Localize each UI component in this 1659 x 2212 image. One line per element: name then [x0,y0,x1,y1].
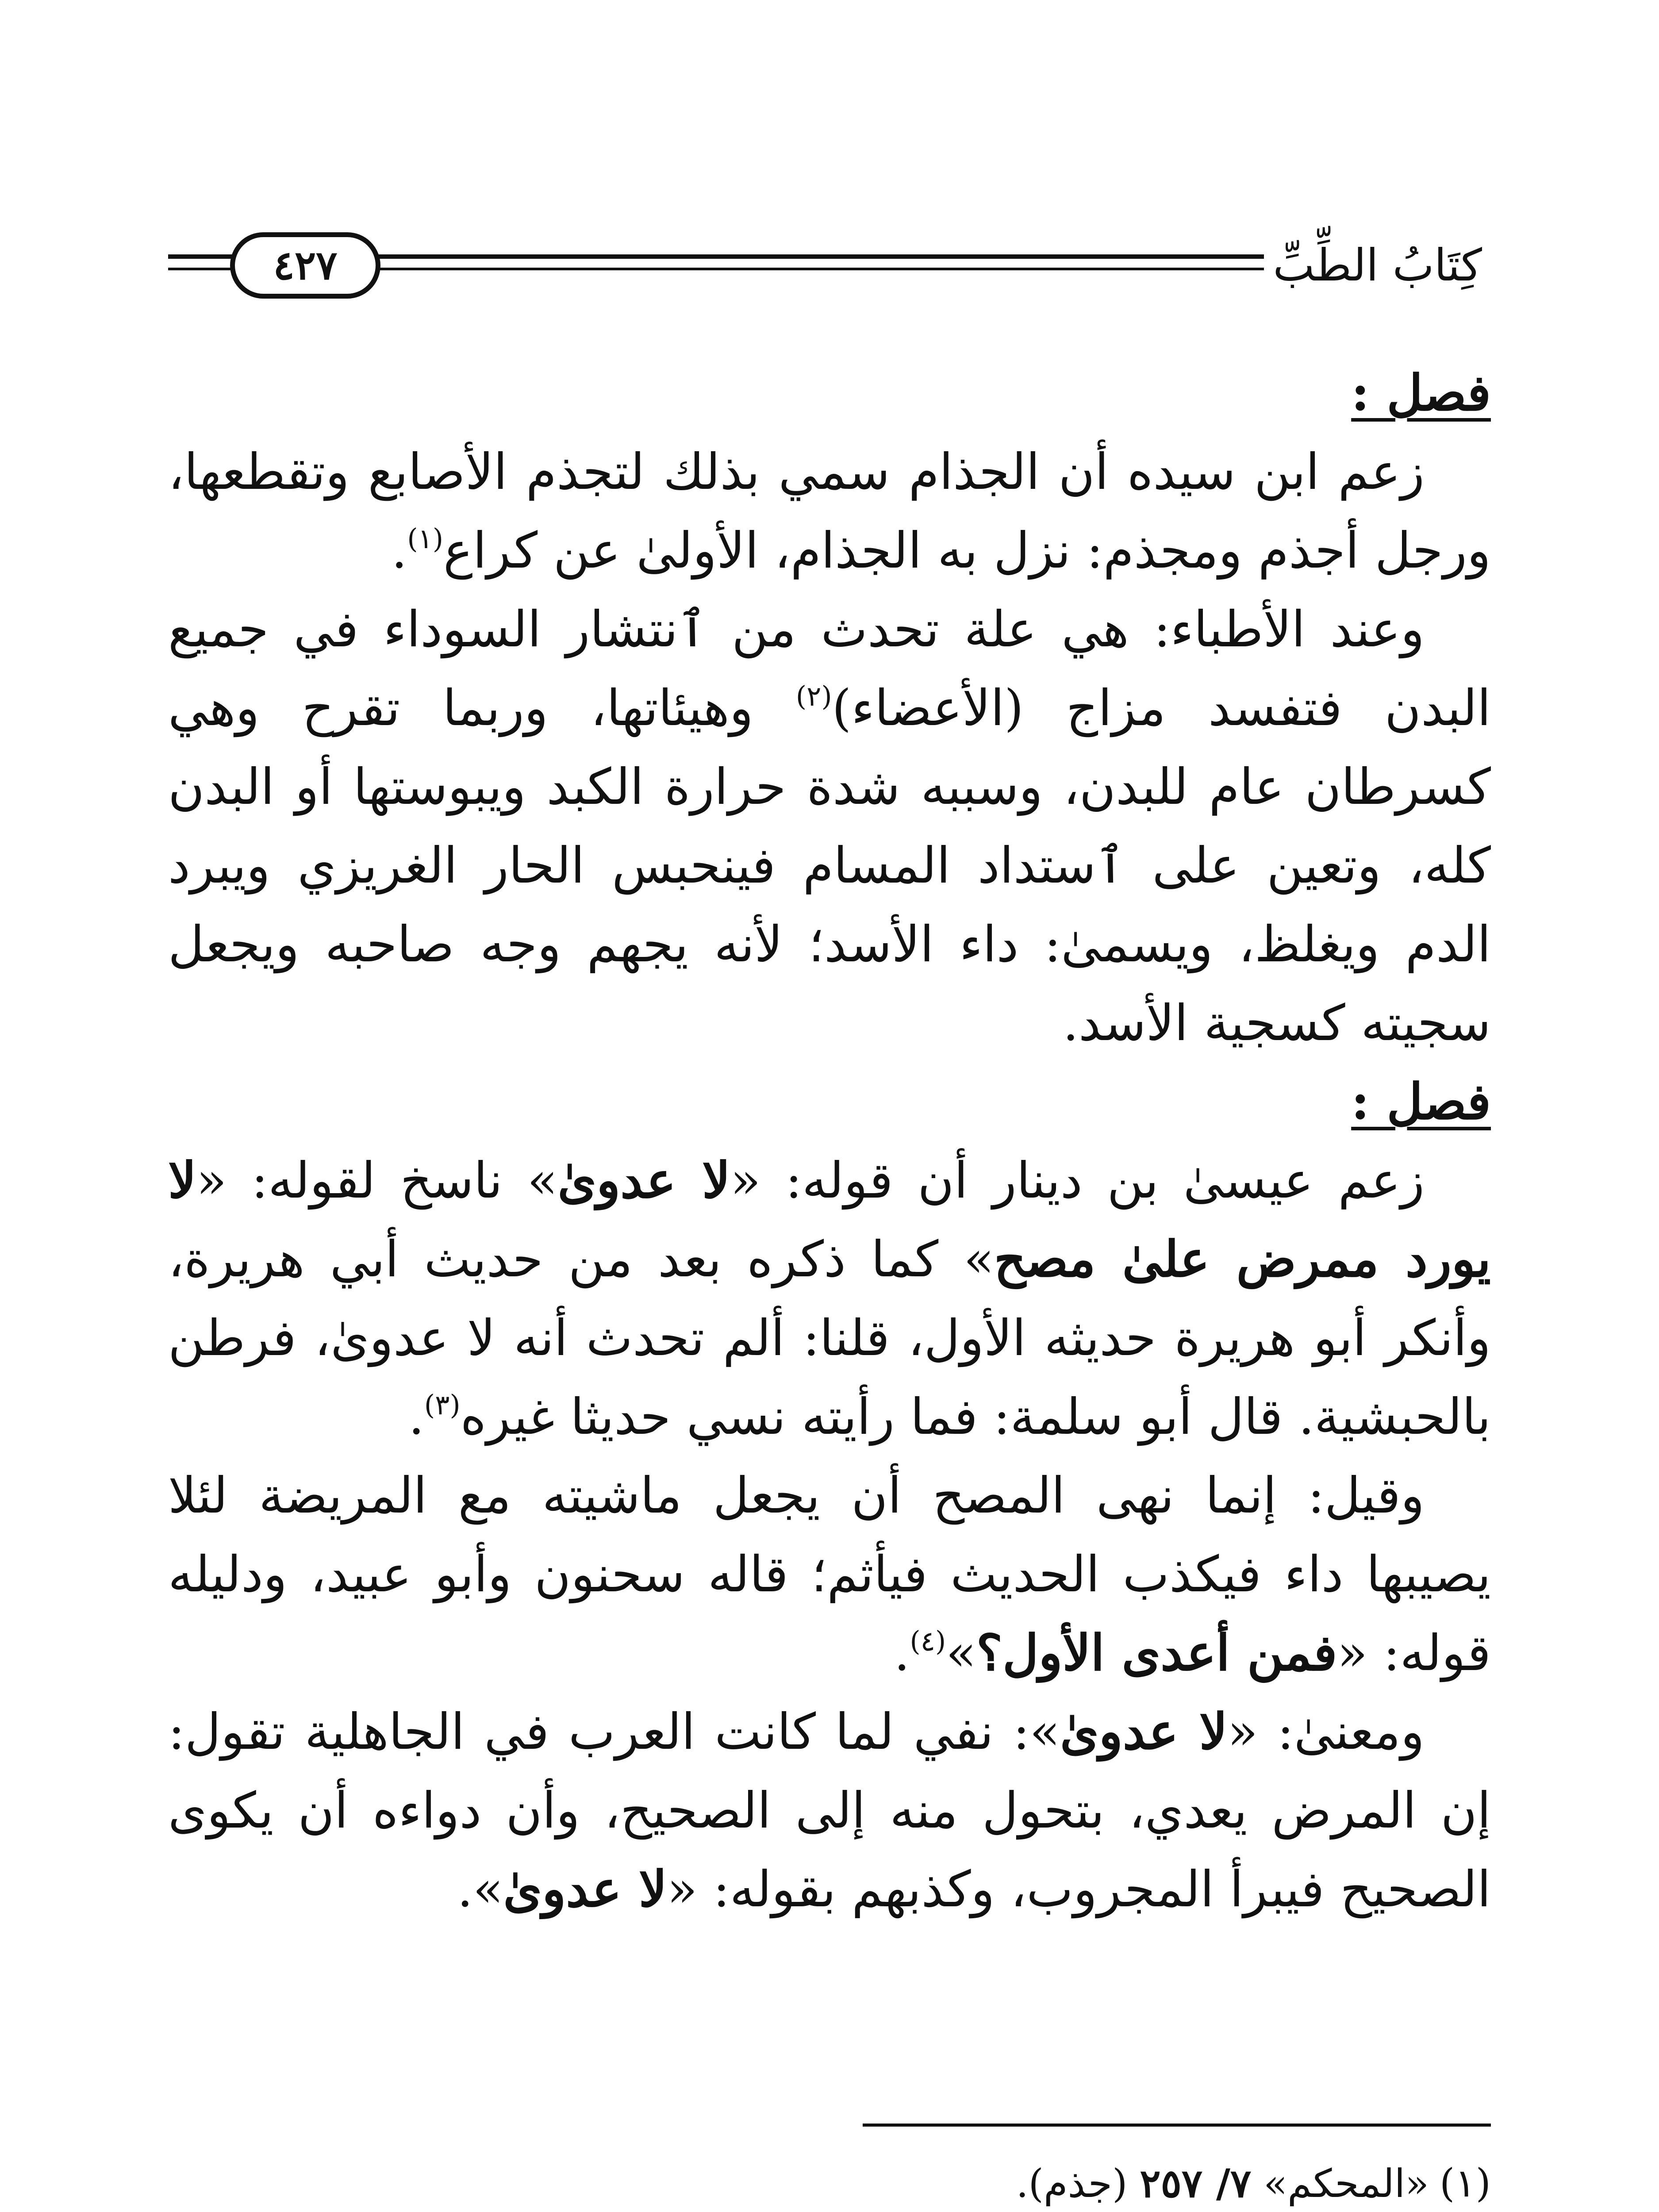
footnote-marker: (٤) [910,1625,946,1657]
paragraph [168,1456,1491,1693]
hadith-quote: لا عدوىٰ [1060,1703,1228,1761]
text-run: »: نفي لما كانت العرب في الجاهلية تقول: إن المرض يعدي، بتحول منه إلى الصحيح، وأن دواءه أن يكوى الصحيح فيبرأ المجروب، وكذبهم بقوله: « [168,1703,1491,1918]
text-run: «المحكم» [1251,2161,1429,2206]
paragraph [168,1141,1491,1456]
hadith-quote: ٧/ ٢٥٧ [1140,2160,1252,2206]
footnote [168,2150,1491,2212]
footnote-number: (١) [1440,2160,1491,2206]
hadith-quote: لا عدوىٰ [503,1860,667,1918]
text-run: ومعنىٰ: « [1227,1703,1425,1761]
section-heading: فصل : [1351,364,1491,422]
paragraph [168,1693,1491,1929]
footnote-separator [863,2124,1491,2127]
page-number: ٤٢٧ [273,242,338,289]
text-run: . [408,1388,424,1446]
footnote-marker: (٣) [424,1389,461,1421]
text-run: » [946,1624,976,1682]
text-run: » ناسخ لقوله: « [196,1152,558,1210]
text-run: وقيل: إنما نهى المصح أن يجعل ماشيته مع المريضة لئلا يصيبها داء فيكذب الحديث فيأثم؛ قاله سحنون وأبو عبيد، ودليله قوله: « [168,1467,1491,1682]
footnote-marker: (١) [407,522,444,555]
text-run: (جذم). [1016,2161,1140,2206]
paragraph [168,590,1491,1063]
text-run: . [894,1624,910,1682]
text-run: زعم عيسىٰ بن دينار أن قوله: « [730,1152,1425,1210]
main-text [168,354,1491,1929]
running-header-title: كِتَابُ الطِّبِّ [1264,237,1491,294]
hadith-quote: لا عدوىٰ [557,1152,730,1210]
text-run: وعند الأطباء: هي علة تحدث من ٱنتشار السوداء في جميع البدن فتفسد مزاج (الأعضاء) [168,601,1491,737]
text-run: وهيئاتها، وربما تقرح وهي كسرطان عام للبدن، وسببه شدة حرارة الكبد ويبوستها أو البدن كله، وتعين على ٱستداد المسام فينحبس الحار الغريزي ويبرد الدم ويغلظ، ويسمىٰ: داء الأسد؛ لأنه يجهم وجه صاحبه ويجعل سجيته كسجية الأسد. [168,680,1491,1052]
hadith-quote: لا يورد ممرض علىٰ مصح [168,1152,1491,1288]
text-run: . [391,522,407,580]
text-run: » كما ذكره بعد من حديث أبي هريرة، وأنكر أبو هريرة حديثه الأول، قلنا: ألم تحدث أنه لا عدوىٰ، فرطن بالحبشية. قال أبو سلمة: فما رأيته نسي حديثا غيره [168,1231,1491,1446]
footnotes [168,2150,1491,2212]
paragraph [168,433,1491,590]
hadith-quote: فمن أعدى الأول؟ [976,1624,1337,1682]
text-run: ». [457,1861,503,1918]
section-heading: فصل : [1351,1073,1491,1131]
page-number-badge [230,232,380,299]
text-run: زعم ابن سيده أن الجذام سمي بذلك لتجذم الأصابع وتقطعها، ورجل أجذم ومجذم: نزل به الجذام، الأولىٰ عن كراع [168,443,1491,580]
footnote-marker: (٢) [795,680,832,712]
